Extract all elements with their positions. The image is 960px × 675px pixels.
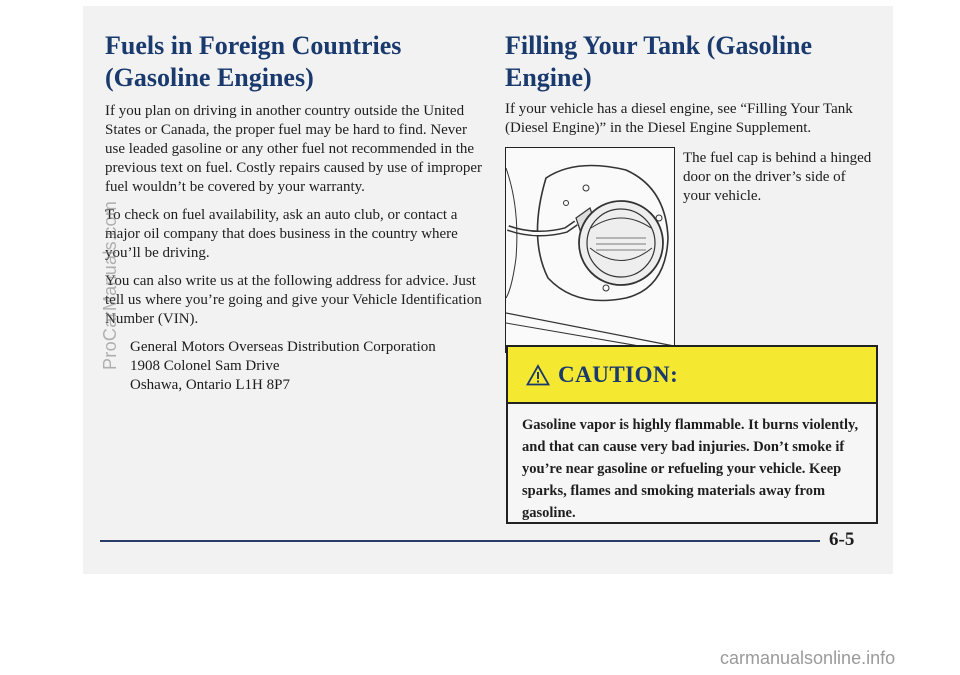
figure-row — [505, 147, 875, 353]
address-line: 1908 Colonel Sam Drive — [130, 358, 280, 374]
caution-box — [506, 345, 878, 524]
paragraph-fuel-availability: To check on fuel availability, ask an auto club, or contact a major oil company that does business in the country where you’ll be driving. — [105, 207, 458, 261]
caution-title: CAUTION: — [558, 361, 679, 387]
caution-header — [508, 347, 876, 404]
side-watermark: ProCarManuals.com — [100, 200, 120, 370]
diesel-note: If your vehicle has a diesel engine, see “Filling Your Tank (Diesel Engine)” in the Diesel Engine Supplement. — [505, 101, 853, 136]
heading-line-1: Fuels in Foreign Countries — [105, 31, 402, 60]
right-column — [505, 30, 875, 353]
bottom-watermark: carmanualsonline.info — [720, 648, 896, 668]
page-number: 6-5 — [829, 529, 855, 550]
fuel-cap-caption: The fuel cap is behind a hinged door on the driver’s side of your vehicle. — [683, 150, 872, 204]
filling-tank-heading: Filling Your Tank (Gasoline Engine) — [505, 31, 813, 92]
paragraph-write-us: You can also write us at the following address for advice. Just tell us where you’re going and give your Vehicle Identification Number (VIN). — [105, 273, 482, 327]
address-line: General Motors Overseas Distribution Corporation — [130, 339, 436, 355]
left-column — [105, 30, 485, 395]
fuels-foreign-heading — [105, 30, 485, 94]
address-line: Oshawa, Ontario L1H 8P7 — [130, 377, 290, 393]
gm-address — [105, 338, 485, 395]
heading-line-2: (Gasoline Engines) — [105, 63, 314, 92]
fuel-cap-illustration — [505, 147, 675, 353]
footer-rule — [100, 540, 820, 542]
paragraph-foreign-fuel: If you plan on driving in another country outside the United States or Canada, the proper fuel may be hard to find. Never use leaded gasoline or any other fuel not recommended in the previous text on fuel. Costly repairs caused by use of improper fuel wouldn’t be covered by your warranty. — [105, 103, 482, 195]
warning-triangle-icon — [526, 364, 550, 386]
caution-text: Gasoline vapor is highly flammable. It burns violently, and that can cause very bad injuries. Don’t smoke if you’re near gasoline or refueling your vehicle. Keep sparks, flames and smoking materials away from gasoline. — [522, 417, 859, 521]
